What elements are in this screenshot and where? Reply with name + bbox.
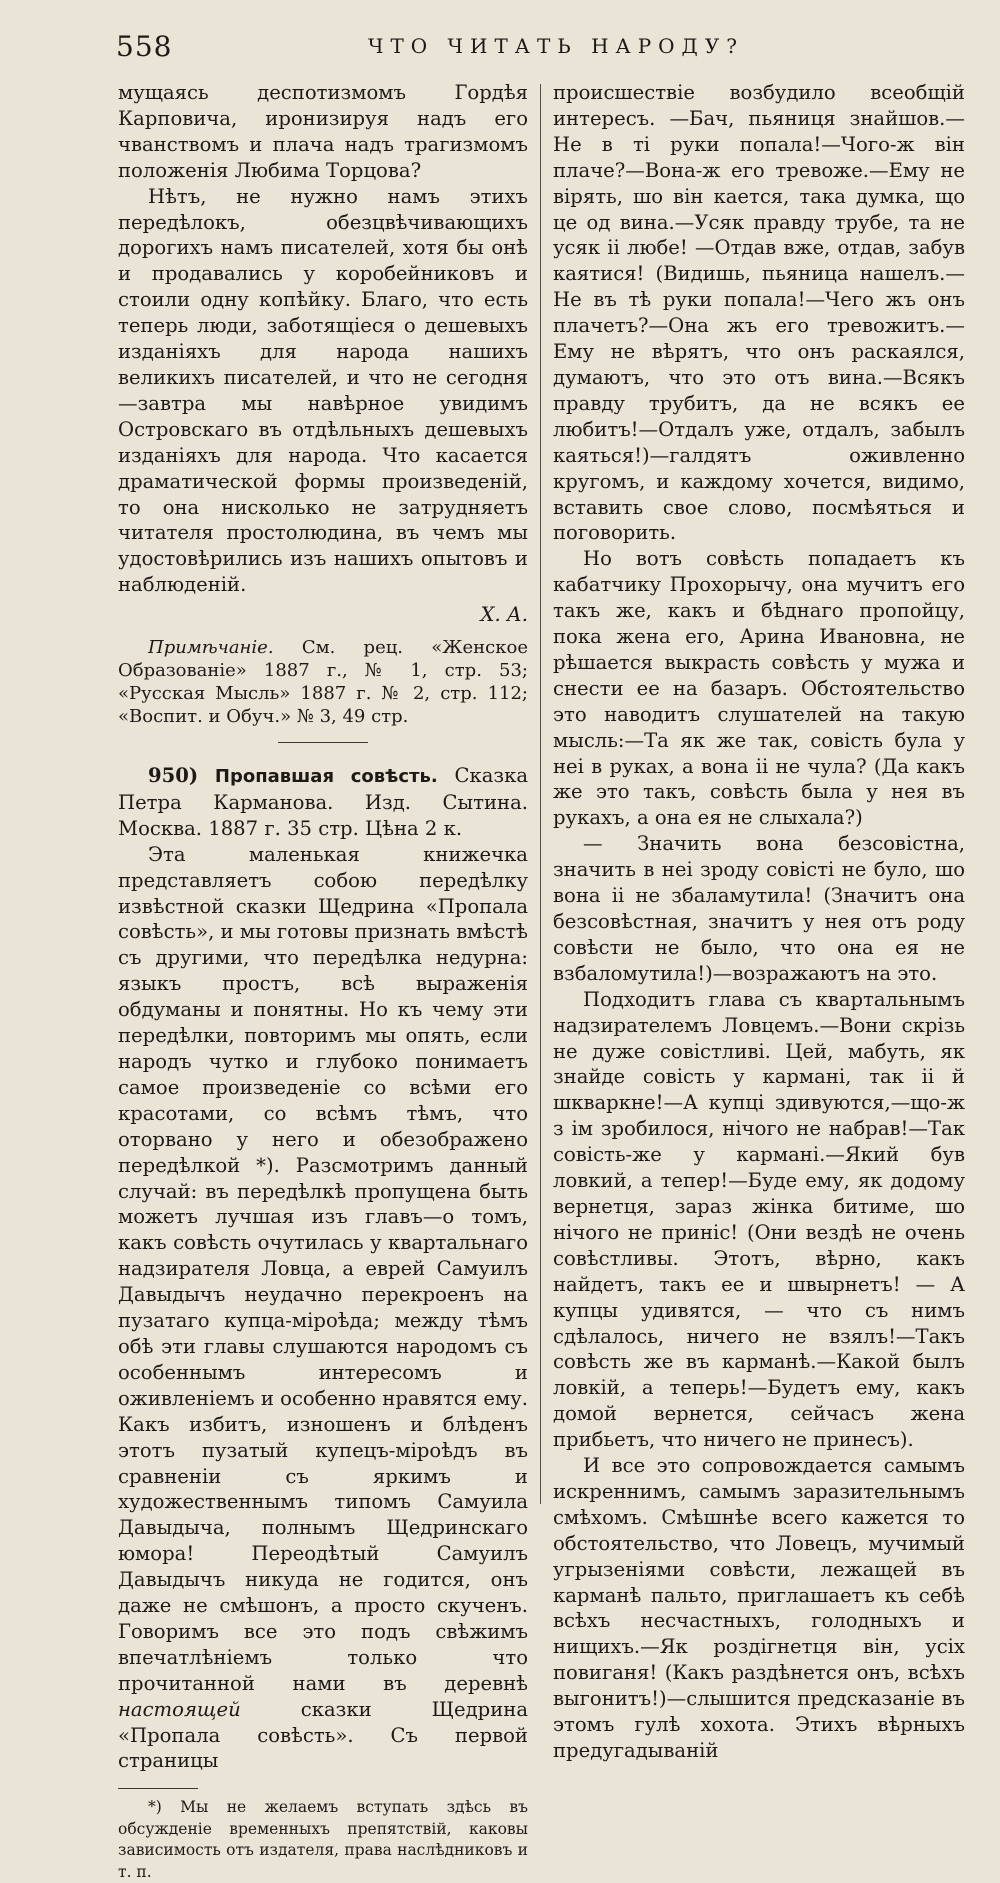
author-signature: Х. А. <box>480 603 528 627</box>
footnote: *) Мы не желаемъ вступать здѣсь въ обсужденіе временныхъ препятствій, каковы зависимость отъ издателя, права наслѣдниковъ и т. п. <box>118 1798 528 1881</box>
paragraph: И все это сопровождается самымъ искреннимъ, самымъ заразительнымъ смѣхомъ. Смѣшнѣе всего кажется то обстоятельство, что Ловецъ, мучимый угрызеніями совѣсти, лежащей въ карманѣ пальто, приглашаетъ къ себѣ всѣхъ несчастныхъ, голодныхъ и нищихъ.—Як роздігнетця він, усіх повиганя! (Какъ раздѣнется онъ, всѣхъ выгонитъ!)—слышится предсказаніе въ этомъ гулѣ хохота. Этихъ вѣрныхъ предугадываній <box>553 1454 965 1762</box>
review-bibliography: Сказка Петра Карманова. Изд. Сытина. Москва. 1887 г. 35 стр. Цѣна 2 к. <box>118 764 529 840</box>
right-column <box>553 80 965 1764</box>
paragraph: — Значить вона безсовістна, значить в неі зроду совісті не було, шо вона іі не збаламутила! (Значитъ она безсовѣстная, значитъ у нея отъ роду совѣсти не было, что она ея не взбаломутила!)—возражаютъ на это. <box>553 832 965 985</box>
paragraph: Нѣтъ, не нужно намъ этихъ передѣлокъ, обезцвѣчивающихъ дорогихъ намъ писателей, хотя бы онѣ и продавались у коробейниковъ и стоили одну копѣйку. Благо, что есть теперь люди, заботящіеся о дешевыхъ изданіяхъ для народа нашихъ великихъ писателей, и что не сегодня—завтра мы навѣрное увидимъ Островскаго въ отдѣльныхъ дешевыхъ изданіяхъ для народа. Что касается драматической формы произведеній, то она нисколько не затрудняетъ читателя простолюдина, въ чемъ мы удостовѣрились изъ нашихъ опытовъ и наблюденій. <box>118 184 528 597</box>
page-header <box>0 0 1000 70</box>
emphasis: настоящей <box>118 1697 241 1721</box>
paragraph: происшествіе возбудило всеобщій интересъ. —Бач, пьяниця знайшов.—Не в ті руки попала!—Чого-ж він плаче?—Вона-ж его тревоже.—Ему не вірять, шо він кается, така думка, що це од вина.—Усяк правду трубе, та не усяк іі любе! —Отдав вже, отдав, забув каятися! (Видишь, пьяница нашелъ.—Не въ тѣ руки попала!—Чего жъ онъ плачетъ?—Она жъ его тревожитъ.—Ему не вѣрятъ, что онъ раскаялся, думаютъ, что это отъ вина.—Всякъ правду трубитъ, да не всякъ ее любитъ!—Отдалъ уже, отдалъ, забылъ каяться!)—галдятъ оживленно кругомъ, и каждому хочется, видимо, вставить свое слово, посмѣяться и поговорить. <box>553 81 965 545</box>
section-separator <box>278 742 368 743</box>
paragraph: Но вотъ совѣсть попадаетъ къ кабатчику Прохорычу, она мучитъ его такъ же, какъ и бѣднаго пропойцу, пока жена его, Арина Ивановна, не рѣшается выкрасть совѣсть у мужа и снести ее на базаръ. Обстоятельство это наводитъ слушателей на такую мысль:—Та як же так, совість була у неі в руках, а вона іі не чула? (Да какъ же это такъ, совѣсть была у нея въ рукахъ, а она ея не слыхала?) <box>553 547 965 830</box>
paragraph <box>118 842 528 1775</box>
note-text: См. рец. «Женское Образованіе» 1887 г., № 1, стр. 53; «Русская Мысль» 1887 г. № 2, стр. 112; «Воспит. и Обуч.» № 3, 49 стр. <box>118 637 528 728</box>
paragraph: мущаясь деспотизмомъ Гордѣя Карповича, иронизируя надъ его чванствомъ и плача надъ трагизмомъ положенія Любима Торцова? <box>118 81 528 182</box>
column-divider <box>540 84 541 1504</box>
note <box>118 636 528 728</box>
running-title: ЧТО ЧИТАТЬ НАРОДУ? <box>368 34 744 58</box>
review-title: Пропавшая совѣсть. <box>214 766 438 788</box>
paragraph-text: Эта маленькая книжечка представляетъ собою передѣлку извѣстной сказки Щедрина «Пропала совѣсть», и мы готовы признать вмѣстѣ съ другими, что передѣлка недурна: языкъ простъ, всѣ выраженія обдуманы и понятны. Но къ чему эти передѣлки, повторимъ мы опять, если народъ чутко и глубоко понимаетъ самое произведеніе со всѣми его красотами, со всѣмъ тѣмъ, что оторвано у него и обезображено передѣлкой *). Разсмотримъ данный случай: въ передѣлкѣ пропущена быть можетъ лучшая изъ главъ—о томъ, какъ совѣсть очутилась у квартальнаго надзирателя Ловца, а еврей Самуилъ Давыдычъ неудачно перекроенъ на пузатаго купца-міроѣда; между тѣмъ обѣ эти главы слушаются народомъ съ особеннымъ интересомъ и оживленіемъ и особенно нравятся ему. Какъ избитъ, изношенъ и блѣденъ этотъ пузатый купецъ-міроѣдъ въ сравненіи съ яркимъ и художественнымъ типомъ Самуила Давыдыча, полнымъ Щедринскаго юмора! Переодѣтый Самуилъ Давыдычъ никуда не годится, онъ даже не смѣшонъ, а просто скученъ. Говоримъ все это подъ свѣжимъ впечатлѣніемъ только что прочитанной нами въ деревнѣ <box>118 842 528 1695</box>
review-heading <box>118 763 528 842</box>
note-label: Примѣчаніе. <box>148 637 274 659</box>
review-number: 950) <box>148 764 199 788</box>
left-column <box>118 80 528 1883</box>
paragraph-text: сказки Щедрина «Пропала совѣсть». Съ первой страницы <box>118 1697 528 1773</box>
page-number: 558 <box>116 30 173 63</box>
paragraph: Подходитъ глава съ квартальнымъ надзирателемъ Ловцемъ.—Вони скрізь не дуже совістливі. Цей, мабуть, як знайде совість у кармані, так іі й шкваркне!—А купці здивуются,—що-ж з ім зробилося, нічого не набрав!—Так совість-же у кармані.—Який був ловкий, а тепер!—Буде ему, як додому вернетця, зараз жінка битиме, шо нічого не приніс! (Они вездѣ не очень совѣстливы. Этотъ, вѣрно, какъ найдетъ, такъ ее и швырнетъ! — А купцы удивятся, — что съ нимъ сдѣлалось, ничего не взялъ!—Такъ совѣсть же въ карманѣ.—Какой былъ ловкій, а теперь!—Будетъ ему, какъ домой вернется, сейчасъ жена прибьетъ, что ничего не принесъ). <box>553 987 965 1452</box>
footnote-rule <box>118 1788 198 1789</box>
